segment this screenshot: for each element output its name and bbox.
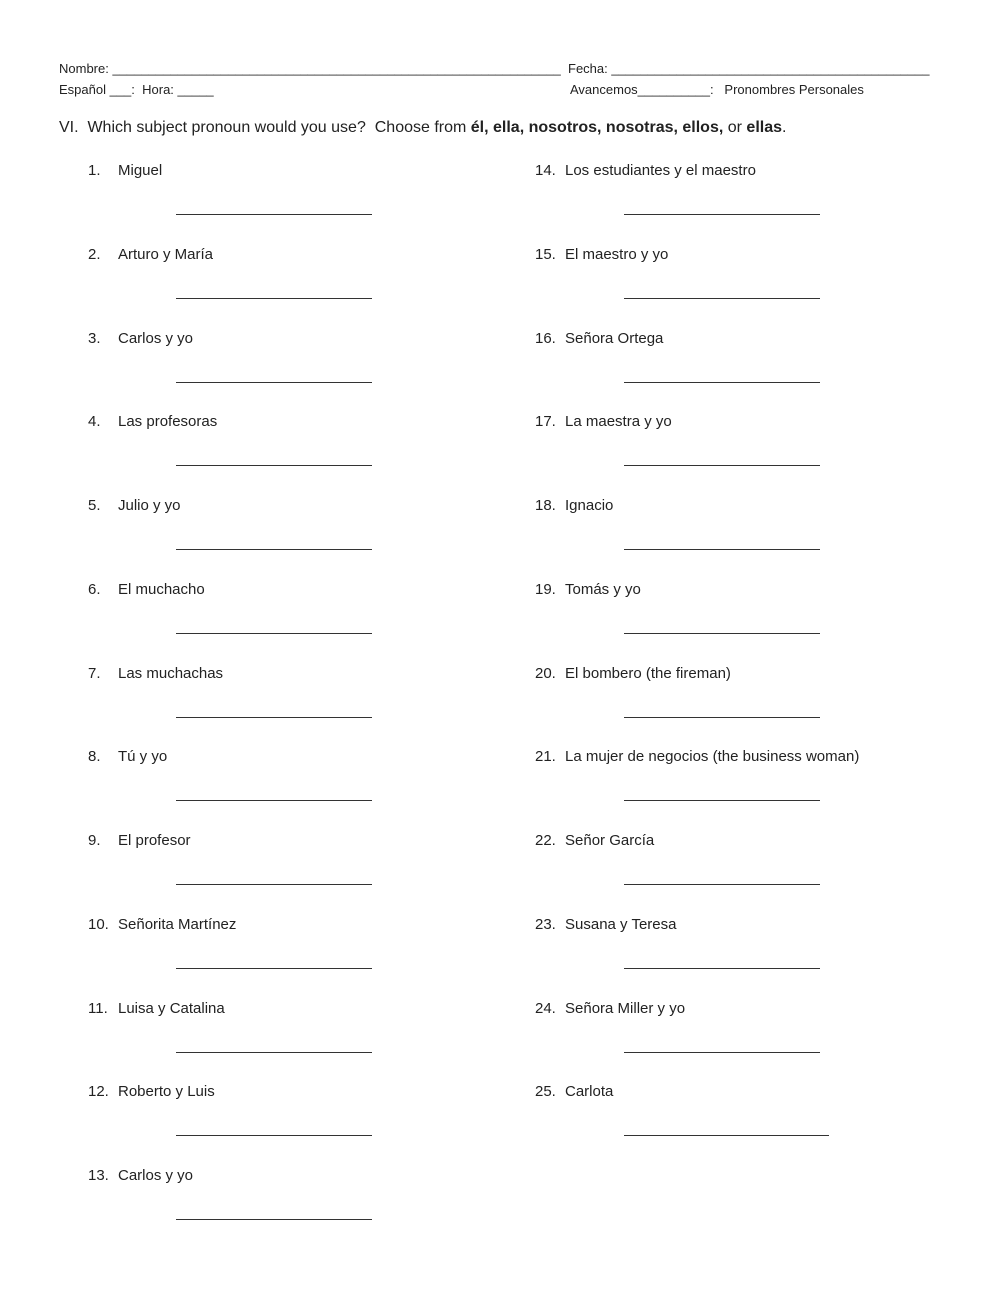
question-text: Susana y Teresa	[565, 915, 677, 933]
answer-blank[interactable]	[624, 968, 820, 969]
header-avancemos: Avancemos__________: Pronombres Personales	[570, 82, 864, 97]
question-number: 14.	[535, 162, 556, 179]
question-item	[535, 665, 731, 682]
answer-blank[interactable]	[624, 382, 820, 383]
answer-blank[interactable]	[176, 1052, 372, 1053]
answer-blank[interactable]	[176, 465, 372, 466]
answer-blank[interactable]	[624, 549, 820, 550]
question-item	[535, 1000, 685, 1017]
question-item	[88, 162, 162, 179]
question-text: Arturo y María	[118, 245, 214, 263]
question-text: Carlos y yo	[118, 329, 194, 347]
question-number: 2.	[88, 245, 101, 263]
question-item	[88, 246, 213, 263]
question-number: 12.	[88, 1083, 109, 1101]
question-item	[535, 581, 641, 598]
question-text: Carlos y yo	[118, 1167, 194, 1184]
answer-blank[interactable]	[176, 1135, 372, 1136]
header-fecha[interactable]: Fecha: ____________________________________________	[568, 61, 930, 76]
question-number: 15.	[535, 245, 556, 263]
question-item	[535, 916, 676, 933]
question-number: 13.	[88, 1167, 109, 1184]
question-text: El muchacho	[118, 580, 205, 598]
question-text: El maestro y yo	[565, 245, 669, 263]
question-text: Carlota	[565, 1083, 614, 1101]
answer-blank[interactable]	[624, 633, 820, 634]
answer-blank[interactable]	[176, 884, 372, 885]
instructions-or: or	[723, 119, 747, 136]
answer-blank[interactable]	[176, 549, 372, 550]
question-number: 1.	[88, 162, 101, 179]
question-number: 17.	[535, 413, 556, 431]
question-number: 6.	[88, 580, 101, 598]
question-text: Los estudiantes y el maestro	[565, 162, 756, 179]
answer-blank[interactable]	[176, 214, 372, 215]
question-item	[535, 497, 613, 514]
question-text: El bombero (the fireman)	[565, 664, 731, 682]
question-number: 11.	[88, 999, 108, 1017]
question-item	[88, 665, 223, 682]
question-number: 7.	[88, 664, 101, 682]
question-text: Las profesoras	[118, 413, 218, 431]
answer-blank[interactable]	[624, 298, 820, 299]
question-item	[88, 832, 191, 849]
instructions-end: .	[782, 119, 787, 136]
question-item	[535, 162, 756, 179]
answer-blank[interactable]	[176, 800, 372, 801]
answer-blank[interactable]	[176, 717, 372, 718]
answer-blank[interactable]	[176, 382, 372, 383]
instructions-options: él, ella, nosotros, nosotras, ellos,	[470, 119, 724, 136]
question-number: 10.	[88, 915, 109, 933]
question-text: Ignacio	[565, 497, 614, 514]
question-number: 9.	[88, 832, 101, 849]
question-item	[88, 1083, 215, 1100]
question-number: 22.	[535, 832, 556, 849]
question-text: Luisa y Catalina	[118, 999, 225, 1017]
question-item	[88, 916, 236, 933]
question-number: 23.	[535, 915, 556, 933]
question-number: 25.	[535, 1083, 556, 1101]
question-text: Miguel	[118, 162, 163, 179]
question-number: 19.	[535, 580, 556, 598]
question-number: 3.	[88, 329, 101, 347]
question-text: Señora Miller y yo	[565, 999, 686, 1017]
question-item	[535, 246, 668, 263]
instructions	[59, 119, 786, 137]
question-text: Señor García	[565, 832, 655, 849]
question-number: 20.	[535, 664, 556, 682]
question-item	[88, 413, 217, 430]
answer-blank[interactable]	[624, 1052, 820, 1053]
instructions-last: ellas	[746, 119, 783, 136]
header-nombre[interactable]: Nombre: ______________________________________________________________	[59, 61, 561, 76]
answer-blank[interactable]	[176, 968, 372, 969]
instructions-prefix: VI. Which subject pronoun would you use? Choose from	[59, 119, 471, 136]
question-item	[88, 330, 193, 347]
question-text: Roberto y Luis	[118, 1083, 215, 1101]
answer-blank[interactable]	[624, 800, 820, 801]
answer-blank[interactable]	[624, 884, 820, 885]
answer-blank[interactable]	[624, 717, 820, 718]
question-text: Julio y yo	[118, 497, 181, 514]
question-number: 21.	[535, 748, 556, 766]
question-number: 18.	[535, 497, 556, 514]
question-item	[535, 413, 672, 430]
header-espanol[interactable]: Español ___: Hora: _____	[59, 82, 214, 97]
question-item	[535, 748, 859, 765]
question-number: 4.	[88, 413, 101, 431]
question-text: Tomás y yo	[565, 580, 641, 598]
question-text: Tú y yo	[118, 748, 168, 766]
question-text: Señora Ortega	[565, 329, 664, 347]
answer-blank[interactable]	[624, 1135, 829, 1136]
answer-blank[interactable]	[176, 633, 372, 634]
question-number: 5.	[88, 497, 101, 514]
question-item	[88, 581, 205, 598]
answer-blank[interactable]	[624, 465, 820, 466]
question-item	[88, 1000, 225, 1017]
answer-blank[interactable]	[176, 298, 372, 299]
question-item	[535, 1083, 613, 1100]
question-text: Señorita Martínez	[118, 915, 237, 933]
answer-blank[interactable]	[624, 214, 820, 215]
question-item	[88, 1167, 193, 1184]
question-item	[88, 748, 167, 765]
question-item	[535, 330, 663, 347]
question-number: 16.	[535, 329, 556, 347]
question-item	[88, 497, 181, 514]
question-text: La mujer de negocios (the business woman)	[565, 748, 860, 766]
question-text: El profesor	[118, 832, 191, 849]
answer-blank[interactable]	[176, 1219, 372, 1220]
question-text: Las muchachas	[118, 664, 224, 682]
question-item	[535, 832, 654, 849]
question-number: 8.	[88, 748, 101, 766]
question-number: 24.	[535, 999, 556, 1017]
question-text: La maestra y yo	[565, 413, 672, 431]
